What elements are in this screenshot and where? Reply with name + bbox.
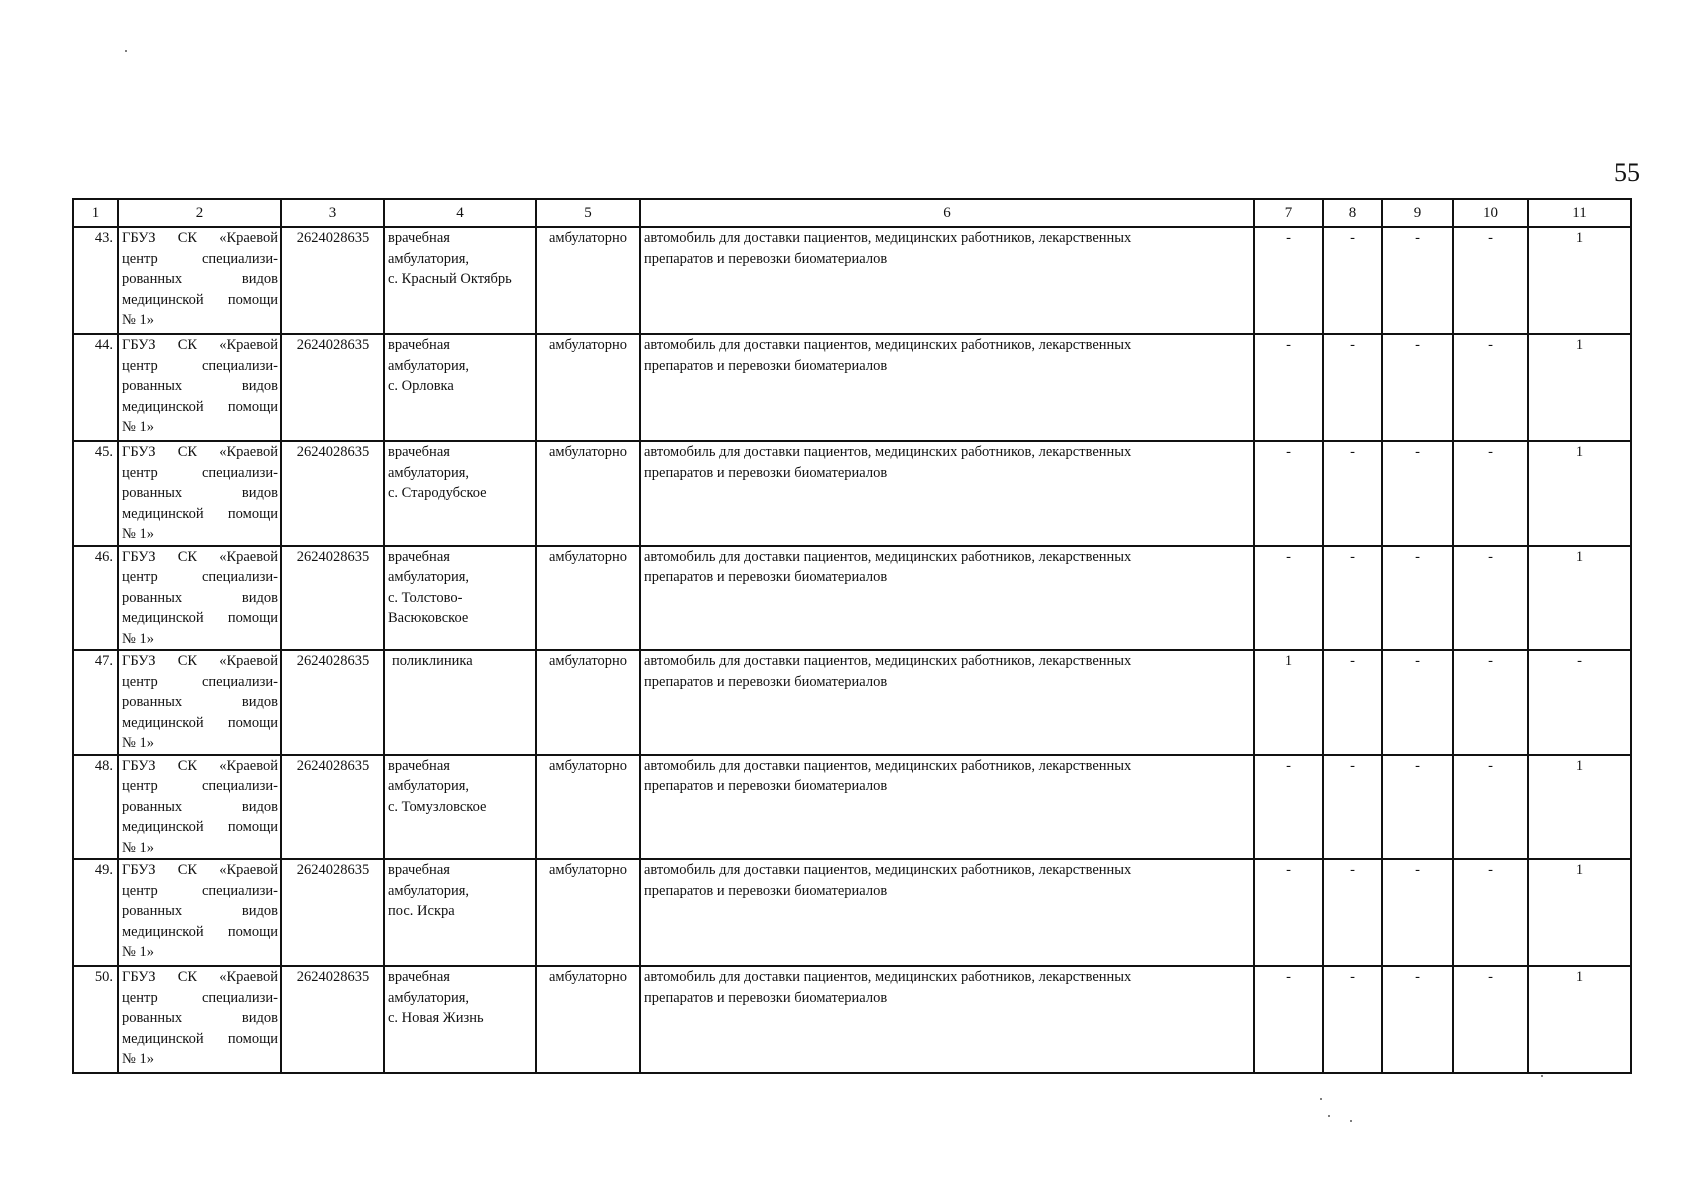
- header-cell-5: 5: [536, 199, 640, 227]
- vehicle-purpose-cell: [640, 650, 1254, 755]
- organization-line: медицинской помощи: [122, 505, 278, 522]
- organization-line: № 1»: [122, 735, 154, 751]
- facility-line: с. Толстово-: [388, 589, 463, 606]
- organization-line: центр специализи-: [122, 569, 278, 585]
- header-cell-10: 10: [1453, 199, 1528, 227]
- value-cell-7: -: [1254, 227, 1323, 334]
- vehicle-purpose-cell: [640, 227, 1254, 334]
- organization-line: № 1»: [122, 1051, 154, 1067]
- inn-cell: 2624028635: [281, 227, 384, 334]
- organization-line: № 1»: [122, 526, 154, 542]
- value-cell-7: -: [1254, 966, 1323, 1073]
- value-cell-7: -: [1254, 755, 1323, 860]
- organization-line: медицинской помощи: [122, 923, 278, 940]
- header-row: [73, 199, 1631, 227]
- table-row: [73, 650, 1631, 755]
- value-cell-8: -: [1323, 334, 1382, 441]
- facility-line: с. Томузловское: [388, 798, 487, 815]
- facility-line: поликлиника: [392, 653, 473, 669]
- organization-line: № 1»: [122, 419, 154, 435]
- header-cell-11: 11: [1528, 199, 1631, 227]
- value-cell-8: -: [1323, 650, 1382, 755]
- organization-line: ГБУЗ СК «Краевой: [122, 862, 278, 878]
- inn-cell: 2624028635: [281, 441, 384, 546]
- value-cell-11: 1: [1528, 334, 1631, 441]
- vehicle-purpose-line: препаратов и перевозки биоматериалов: [644, 989, 888, 1006]
- facility-line: врачебная: [388, 862, 450, 878]
- facility-line: амбулатория,: [388, 569, 470, 585]
- row-number: 49.: [73, 859, 118, 966]
- value-cell-7: -: [1254, 334, 1323, 441]
- equipment-table: [72, 198, 1632, 1074]
- value-cell-9: -: [1382, 546, 1453, 651]
- vehicle-purpose-line: автомобиль для доставки пациентов, медицинских работников, лекарственных: [644, 757, 1132, 774]
- inn-cell: 2624028635: [281, 650, 384, 755]
- table-row: [73, 334, 1631, 441]
- organization-line: рованных видов: [122, 378, 278, 394]
- facility-cell: [384, 650, 536, 755]
- vehicle-purpose-cell: [640, 966, 1254, 1073]
- vehicle-purpose-cell: [640, 441, 1254, 546]
- value-cell-11: 1: [1528, 546, 1631, 651]
- organization-line: медицинской помощи: [122, 1030, 278, 1047]
- value-cell-8: -: [1323, 227, 1382, 334]
- vehicle-purpose-line: автомобиль для доставки пациентов, медицинских работников, лекарственных: [644, 548, 1132, 565]
- organization-line: ГБУЗ СК «Краевой: [122, 548, 278, 565]
- vehicle-purpose-cell: [640, 755, 1254, 860]
- facility-cell: [384, 755, 536, 860]
- organization-cell: [118, 546, 281, 651]
- facility-line: амбулатория,: [388, 882, 470, 899]
- organization-line: рованных видов: [122, 485, 278, 501]
- facility-cell: [384, 859, 536, 966]
- vehicle-purpose-line: препаратов и перевозки биоматериалов: [644, 673, 888, 690]
- vehicle-purpose-line: автомобиль для доставки пациентов, медицинских работников, лекарственных: [644, 969, 1132, 985]
- organization-cell: [118, 441, 281, 546]
- vehicle-purpose-line: препаратов и перевозки биоматериалов: [644, 882, 888, 899]
- inn-cell: 2624028635: [281, 755, 384, 860]
- table-body: [73, 199, 1631, 1073]
- row-number: 48.: [73, 755, 118, 860]
- table-row: [73, 546, 1631, 651]
- value-cell-9: -: [1382, 334, 1453, 441]
- vehicle-purpose-line: автомобиль для доставки пациентов, медицинских работников, лекарственных: [644, 337, 1132, 353]
- facility-line: врачебная: [388, 548, 450, 565]
- facility-line: с. Красный Октябрь: [388, 271, 512, 287]
- inn-cell: 2624028635: [281, 334, 384, 441]
- care-mode-cell: амбулаторно: [536, 650, 640, 755]
- organization-line: № 1»: [122, 839, 154, 856]
- facility-line: амбулатория,: [388, 464, 470, 481]
- value-cell-10: -: [1453, 441, 1528, 546]
- organization-line: центр специализи-: [122, 778, 278, 794]
- organization-cell: [118, 966, 281, 1073]
- organization-line: медицинской помощи: [122, 714, 278, 731]
- value-cell-7: 1: [1254, 650, 1323, 755]
- vehicle-purpose-line: препаратов и перевозки биоматериалов: [644, 357, 888, 374]
- facility-cell: [384, 227, 536, 334]
- value-cell-11: 1: [1528, 755, 1631, 860]
- organization-line: № 1»: [122, 944, 154, 960]
- organization-line: № 1»: [122, 630, 154, 647]
- row-number: 50.: [73, 966, 118, 1073]
- facility-line: с. Новая Жизнь: [388, 1010, 484, 1026]
- table-row: [73, 441, 1631, 546]
- facility-cell: [384, 546, 536, 651]
- organization-line: рованных видов: [122, 1010, 278, 1026]
- organization-line: ГБУЗ СК «Краевой: [122, 337, 278, 353]
- value-cell-7: -: [1254, 441, 1323, 546]
- organization-line: медицинской помощи: [122, 291, 278, 308]
- organization-line: медицинской помощи: [122, 819, 278, 835]
- vehicle-purpose-cell: [640, 334, 1254, 441]
- value-cell-8: -: [1323, 755, 1382, 860]
- value-cell-10: -: [1453, 546, 1528, 651]
- facility-line: с. Орловка: [388, 378, 454, 394]
- vehicle-purpose-line: автомобиль для доставки пациентов, медицинских работников, лекарственных: [644, 444, 1132, 460]
- facility-line: амбулатория,: [388, 989, 470, 1006]
- facility-line: врачебная: [388, 757, 450, 774]
- inn-cell: 2624028635: [281, 546, 384, 651]
- organization-line: центр специализи-: [122, 357, 278, 374]
- organization-line: медицинской помощи: [122, 398, 278, 415]
- organization-cell: [118, 650, 281, 755]
- vehicle-purpose-line: автомобиль для доставки пациентов, медицинских работников, лекарственных: [644, 230, 1132, 246]
- care-mode-cell: амбулаторно: [536, 546, 640, 651]
- value-cell-9: -: [1382, 227, 1453, 334]
- organization-cell: [118, 227, 281, 334]
- vehicle-purpose-line: автомобиль для доставки пациентов, медицинских работников, лекарственных: [644, 653, 1132, 669]
- facility-line: Васюковское: [388, 610, 469, 626]
- inn-cell: 2624028635: [281, 966, 384, 1073]
- row-number: 47.: [73, 650, 118, 755]
- facility-cell: [384, 441, 536, 546]
- vehicle-purpose-line: автомобиль для доставки пациентов, медицинских работников, лекарственных: [644, 862, 1132, 878]
- vehicle-purpose-line: препаратов и перевозки биоматериалов: [644, 464, 888, 481]
- care-mode-cell: амбулаторно: [536, 227, 640, 334]
- facility-line: амбулатория,: [388, 778, 470, 794]
- scan-speck: [1328, 1115, 1330, 1117]
- value-cell-10: -: [1453, 966, 1528, 1073]
- header-cell-2: 2: [118, 199, 281, 227]
- organization-line: ГБУЗ СК «Краевой: [122, 969, 278, 985]
- organization-line: рованных видов: [122, 798, 278, 815]
- value-cell-11: 1: [1528, 227, 1631, 334]
- care-mode-cell: амбулаторно: [536, 441, 640, 546]
- vehicle-purpose-cell: [640, 859, 1254, 966]
- table-row: [73, 966, 1631, 1073]
- value-cell-9: -: [1382, 859, 1453, 966]
- organization-line: рованных видов: [122, 694, 278, 710]
- facility-line: с. Стародубское: [388, 485, 487, 501]
- facility-line: врачебная: [388, 230, 450, 246]
- value-cell-7: -: [1254, 859, 1323, 966]
- header-cell-9: 9: [1382, 199, 1453, 227]
- care-mode-cell: амбулаторно: [536, 966, 640, 1073]
- value-cell-10: -: [1453, 650, 1528, 755]
- row-number: 46.: [73, 546, 118, 651]
- facility-line: врачебная: [388, 969, 450, 985]
- value-cell-9: -: [1382, 755, 1453, 860]
- value-cell-10: -: [1453, 859, 1528, 966]
- vehicle-purpose-line: препаратов и перевозки биоматериалов: [644, 778, 888, 794]
- row-number: 44.: [73, 334, 118, 441]
- table-row: [73, 227, 1631, 334]
- value-cell-8: -: [1323, 859, 1382, 966]
- organization-cell: [118, 859, 281, 966]
- organization-line: рованных видов: [122, 589, 278, 606]
- organization-line: центр специализи-: [122, 882, 278, 899]
- scan-speck: [1350, 1120, 1352, 1122]
- vehicle-purpose-line: препаратов и перевозки биоматериалов: [644, 569, 888, 585]
- organization-line: рованных видов: [122, 903, 278, 919]
- page-number: 55: [1614, 158, 1640, 187]
- value-cell-11: 1: [1528, 859, 1631, 966]
- facility-line: врачебная: [388, 337, 450, 353]
- value-cell-11: 1: [1528, 441, 1631, 546]
- value-cell-8: -: [1323, 441, 1382, 546]
- organization-line: ГБУЗ СК «Краевой: [122, 757, 278, 774]
- header-cell-6: 6: [640, 199, 1254, 227]
- organization-line: ГБУЗ СК «Краевой: [122, 653, 278, 669]
- value-cell-8: -: [1323, 966, 1382, 1073]
- value-cell-10: -: [1453, 755, 1528, 860]
- value-cell-9: -: [1382, 441, 1453, 546]
- organization-line: центр специализи-: [122, 464, 278, 481]
- value-cell-11: 1: [1528, 966, 1631, 1073]
- value-cell-9: -: [1382, 966, 1453, 1073]
- facility-cell: [384, 966, 536, 1073]
- value-cell-10: -: [1453, 334, 1528, 441]
- header-cell-8: 8: [1323, 199, 1382, 227]
- vehicle-purpose-line: препаратов и перевозки биоматериалов: [644, 250, 888, 267]
- row-number: 45.: [73, 441, 118, 546]
- table-row: [73, 755, 1631, 860]
- scan-speck: [125, 50, 127, 52]
- facility-line: врачебная: [388, 444, 450, 460]
- facility-line: амбулатория,: [388, 250, 470, 267]
- facility-line: амбулатория,: [388, 357, 470, 374]
- value-cell-10: -: [1453, 227, 1528, 334]
- row-number: 43.: [73, 227, 118, 334]
- header-cell-3: 3: [281, 199, 384, 227]
- care-mode-cell: амбулаторно: [536, 859, 640, 966]
- value-cell-7: -: [1254, 546, 1323, 651]
- value-cell-11: -: [1528, 650, 1631, 755]
- care-mode-cell: амбулаторно: [536, 755, 640, 860]
- value-cell-8: -: [1323, 546, 1382, 651]
- scan-speck: [1320, 1098, 1322, 1100]
- organization-line: рованных видов: [122, 271, 278, 287]
- facility-cell: [384, 334, 536, 441]
- inn-cell: 2624028635: [281, 859, 384, 966]
- organization-line: центр специализи-: [122, 673, 278, 690]
- organization-line: ГБУЗ СК «Краевой: [122, 444, 278, 460]
- scan-speck: [1541, 1075, 1543, 1077]
- organization-line: ГБУЗ СК «Краевой: [122, 230, 278, 246]
- facility-line: пос. Искра: [388, 903, 455, 919]
- header-cell-7: 7: [1254, 199, 1323, 227]
- organization-line: центр специализи-: [122, 250, 278, 267]
- header-cell-4: 4: [384, 199, 536, 227]
- organization-line: центр специализи-: [122, 989, 278, 1006]
- organization-cell: [118, 334, 281, 441]
- table-row: [73, 859, 1631, 966]
- header-cell-1: 1: [73, 199, 118, 227]
- vehicle-purpose-cell: [640, 546, 1254, 651]
- organization-line: медицинской помощи: [122, 610, 278, 626]
- organization-cell: [118, 755, 281, 860]
- care-mode-cell: амбулаторно: [536, 334, 640, 441]
- value-cell-9: -: [1382, 650, 1453, 755]
- organization-line: № 1»: [122, 312, 154, 328]
